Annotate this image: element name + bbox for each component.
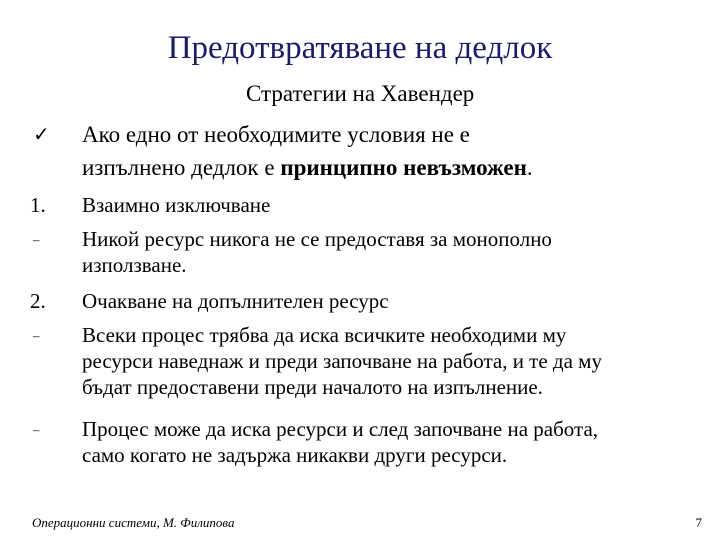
sub-item-text bbox=[82, 416, 712, 468]
intro-line-2-prefix: изпълнено дедлок е bbox=[82, 155, 281, 180]
list-item-text: Очакване на допълнителен ресурс bbox=[82, 289, 389, 313]
sub-item-line: Всеки процес трябва да иска всичките необходими му bbox=[82, 323, 567, 347]
list-number: 2. bbox=[30, 289, 46, 313]
intro-line-2 bbox=[82, 151, 712, 184]
dash-bullet: – bbox=[33, 422, 40, 437]
checkmark-icon: ✓ bbox=[33, 122, 50, 146]
sub-item-text bbox=[82, 322, 712, 400]
sub-item-line: Никой ресурс никога не се предоставя за монополно bbox=[82, 227, 552, 251]
slide-subtitle: Стратегии на Хавендер bbox=[246, 81, 475, 106]
sub-item-text bbox=[82, 226, 712, 278]
list-item-text: Взаимно изключване bbox=[82, 193, 271, 217]
dash-bullet: – bbox=[33, 232, 40, 247]
intro-text bbox=[82, 118, 712, 184]
sub-item-line: използване. bbox=[82, 253, 187, 277]
sub-item-line: само когато не задържа никакви други ресурси. bbox=[82, 443, 508, 467]
list-number: 1. bbox=[30, 193, 46, 217]
intro-line-2-suffix: . bbox=[526, 155, 533, 180]
page-number: 7 bbox=[695, 515, 702, 530]
sub-item-line: ресурси наведнаж и преди започване на работа, и те да му bbox=[82, 349, 602, 373]
sub-item-line: Процес може да иска ресурси и след започване на работа, bbox=[82, 417, 599, 441]
footer-course-author: Операционни системи, М. Филипова bbox=[32, 515, 235, 530]
sub-item-line: бъдат предоставени преди началото на изпълнение. bbox=[82, 375, 543, 399]
intro-line-1: Ако едно от необходимите условия не е bbox=[82, 122, 470, 147]
intro-emphasis: принципно невъзможен bbox=[280, 155, 527, 180]
dash-bullet: – bbox=[33, 328, 40, 343]
slide-title: Предотвратяване на дедлок bbox=[167, 30, 553, 66]
